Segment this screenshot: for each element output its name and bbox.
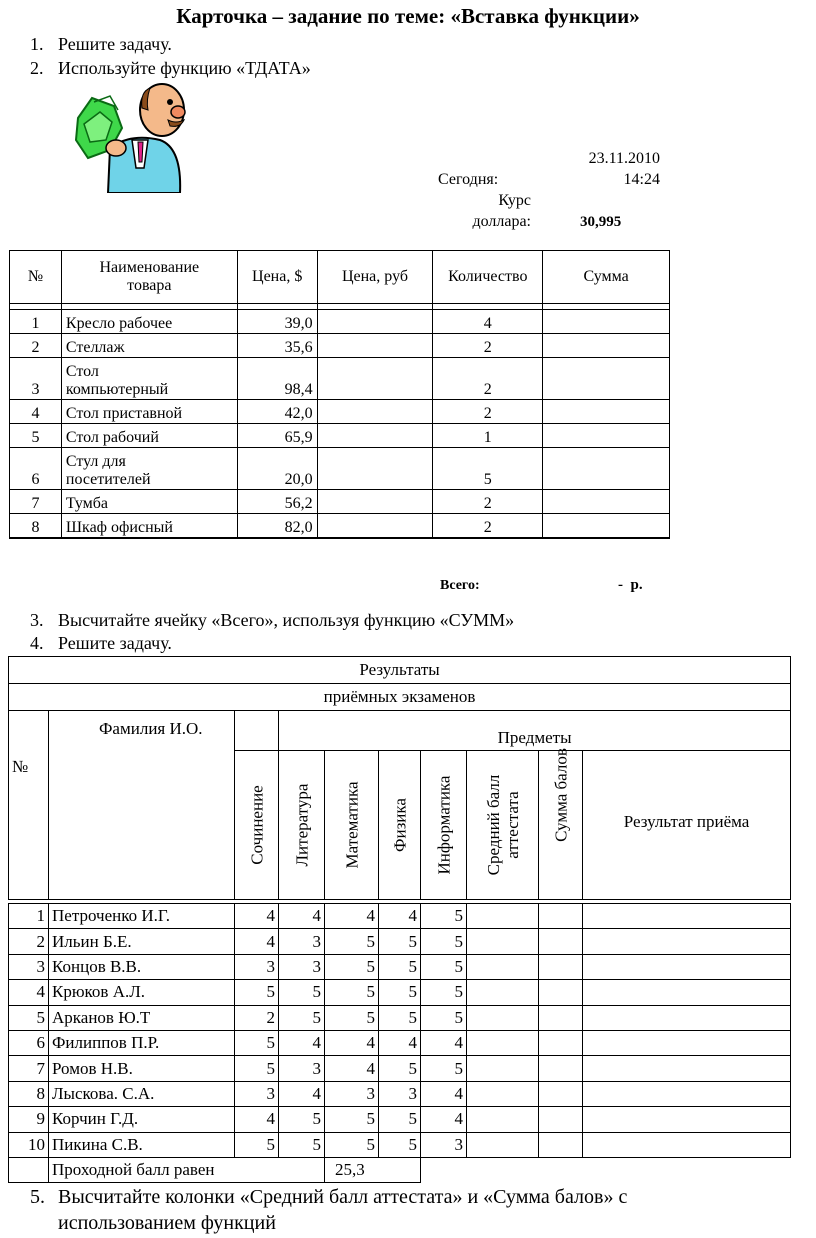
item-name: Стол рабочий (61, 424, 237, 448)
step-text: Решите задачу. (58, 633, 172, 653)
item-price: 20,0 (237, 448, 317, 490)
score-cell: 4 (421, 1081, 467, 1106)
step-text-line: Высчитайте колонки «Средний балл аттестата» и «Сумма балов» с (58, 1186, 628, 1208)
score-cell: 4 (325, 904, 379, 929)
table-row (9, 904, 791, 929)
step-text: Высчитайте ячейку «Всего», используя функцию «СУММ» (58, 610, 515, 630)
student-name: Крюков А.Л. (49, 980, 235, 1005)
item-price-rub (317, 358, 433, 400)
result-cell (583, 1132, 791, 1157)
score-cell: 5 (379, 1005, 421, 1030)
subject-header (421, 751, 467, 900)
col-num-header (9, 711, 49, 900)
score-cell: 5 (421, 1005, 467, 1030)
step-2 (30, 58, 530, 80)
item-qty: 2 (433, 400, 543, 424)
results-title-row (9, 657, 791, 684)
table-row (10, 400, 670, 424)
item-sum (543, 358, 670, 400)
table-row (9, 929, 791, 954)
avg-cell (467, 1030, 539, 1055)
student-name: Пикина С.В. (49, 1132, 235, 1157)
score-cell: 5 (325, 1005, 379, 1030)
row-number: 9 (9, 1107, 49, 1132)
avg-cell (467, 904, 539, 929)
score-cell: 4 (279, 1081, 325, 1106)
table-row (10, 334, 670, 358)
item-name: Стеллаж (61, 334, 237, 358)
score-cell: 5 (235, 1132, 279, 1157)
score-cell: 5 (379, 929, 421, 954)
header-cell: Цена, $ (237, 251, 317, 304)
sum-cell (539, 1107, 583, 1132)
item-sum (543, 400, 670, 424)
sum-label: Сумма балов (551, 748, 570, 843)
score-cell: 5 (279, 980, 325, 1005)
avg-cell (467, 1081, 539, 1106)
rate-value: 30,995 (580, 214, 622, 230)
item-sum (543, 490, 670, 514)
results-body-table (8, 903, 791, 1183)
table-row (9, 1132, 791, 1157)
student-name: Ромов Н.В. (49, 1056, 235, 1081)
pass-score-value: 25,3 (325, 1157, 421, 1182)
subject-header (235, 751, 279, 900)
score-cell: 4 (325, 1030, 379, 1055)
subject-label: Литература (292, 783, 311, 867)
row-number: 7 (9, 1056, 49, 1081)
sum-cell (539, 1081, 583, 1106)
subject-header (379, 751, 421, 900)
today-label: Сегодня: (438, 171, 499, 188)
col-num-label: № (12, 757, 29, 776)
score-cell: 5 (325, 954, 379, 979)
avg-cell (467, 1132, 539, 1157)
score-cell: 5 (235, 1030, 279, 1055)
subject-label: Информатика (434, 775, 453, 875)
item-name-line: компьютерный (65, 381, 169, 398)
score-cell: 3 (279, 929, 325, 954)
score-cell: 3 (235, 954, 279, 979)
row-number: 1 (10, 310, 62, 334)
result-cell (583, 1107, 791, 1132)
avg-label-line: Средний балл (483, 774, 503, 876)
score-cell: 5 (421, 1056, 467, 1081)
avg-label-line: аттестата (502, 791, 522, 859)
score-cell: 5 (421, 904, 467, 929)
results-subtitle: приёмных экзаменов (9, 684, 791, 711)
table-row (10, 514, 670, 538)
goods-table (9, 250, 670, 539)
item-sum (543, 448, 670, 490)
header-cell: Цена, руб (317, 251, 433, 304)
item-name-line: Стол (65, 363, 99, 380)
table-row (9, 1107, 791, 1132)
item-price-rub (317, 400, 433, 424)
item-qty: 2 (433, 490, 543, 514)
table-row (10, 424, 670, 448)
table-row (10, 310, 670, 334)
score-cell: 4 (421, 1107, 467, 1132)
total-label: Всего: (440, 578, 480, 593)
score-cell: 5 (235, 1056, 279, 1081)
row-number: 10 (9, 1132, 49, 1157)
item-price: 56,2 (237, 490, 317, 514)
score-cell: 5 (379, 1132, 421, 1157)
header-cell: Наименование товара (61, 251, 237, 304)
student-name: Петроченко И.Г. (49, 904, 235, 929)
score-cell: 4 (235, 904, 279, 929)
pass-score-label: Проходной балл равен (49, 1157, 325, 1182)
row-number: 8 (9, 1081, 49, 1106)
item-price-rub (317, 424, 433, 448)
score-cell: 5 (421, 929, 467, 954)
row-number: 3 (10, 358, 62, 400)
item-sum (543, 334, 670, 358)
subjects-header: Предметы (279, 711, 791, 751)
score-cell: 5 (379, 1107, 421, 1132)
step-number: 5. (30, 1186, 45, 1208)
table-row (9, 980, 791, 1005)
score-cell: 5 (325, 980, 379, 1005)
item-name: Тумба (61, 490, 237, 514)
item-price: 65,9 (237, 424, 317, 448)
item-qty: 2 (433, 514, 543, 538)
score-cell: 5 (421, 980, 467, 1005)
score-cell: 4 (421, 1030, 467, 1055)
item-sum (543, 514, 670, 538)
sum-cell (539, 954, 583, 979)
header-cell: № (10, 251, 62, 304)
subject-header (279, 751, 325, 900)
header-cell: Сумма (543, 251, 670, 304)
result-header: Результат приёма (583, 751, 791, 900)
score-cell: 3 (379, 1081, 421, 1106)
sum-cell (539, 980, 583, 1005)
score-cell: 4 (325, 1056, 379, 1081)
item-price: 35,6 (237, 334, 317, 358)
item-qty: 5 (433, 448, 543, 490)
student-name: Филиппов П.Р. (49, 1030, 235, 1055)
item-price: 39,0 (237, 310, 317, 334)
item-price-rub (317, 310, 433, 334)
item-qty: 2 (433, 358, 543, 400)
sum-cell (539, 1132, 583, 1157)
empty-cell (235, 711, 279, 751)
item-price-rub (317, 490, 433, 514)
row-number: 5 (9, 1005, 49, 1030)
step-number: 2. (30, 58, 44, 78)
item-name (61, 448, 237, 490)
table-row (9, 1030, 791, 1055)
results-title: Результаты (9, 657, 791, 684)
row-number: 8 (10, 514, 62, 538)
row-number: 4 (10, 400, 62, 424)
empty-cell (9, 1157, 49, 1182)
score-cell: 3 (325, 1081, 379, 1106)
header-cell: Количество (433, 251, 543, 304)
step-text-line: использованием функций (58, 1212, 276, 1234)
item-qty: 4 (433, 310, 543, 334)
item-name-line: Стул для (65, 453, 126, 470)
results-subtitle-row (9, 684, 791, 711)
step-3 (30, 610, 730, 632)
row-number: 4 (9, 980, 49, 1005)
avg-cell (467, 954, 539, 979)
item-qty: 2 (433, 334, 543, 358)
item-name: Шкаф офисный (61, 514, 237, 538)
result-cell (583, 954, 791, 979)
step-number: 4. (30, 633, 44, 653)
score-cell: 4 (379, 1030, 421, 1055)
avg-cell (467, 929, 539, 954)
score-cell: 5 (325, 1107, 379, 1132)
result-cell (583, 1081, 791, 1106)
step-text: Решите задачу. (58, 34, 172, 54)
score-cell: 3 (279, 954, 325, 979)
score-cell: 5 (325, 1132, 379, 1157)
table-row (9, 1005, 791, 1030)
rate-label-1: Курс (498, 192, 531, 209)
avg-cell (467, 980, 539, 1005)
item-price-rub (317, 334, 433, 358)
score-cell: 4 (279, 904, 325, 929)
table-row (9, 954, 791, 979)
date-value: 23.11.2010 (588, 150, 660, 167)
score-cell: 3 (421, 1132, 467, 1157)
item-price: 98,4 (237, 358, 317, 400)
student-name: Ильин Б.Е. (49, 929, 235, 954)
step-number: 1. (30, 34, 44, 54)
score-cell: 3 (279, 1056, 325, 1081)
table-row (9, 1081, 791, 1106)
avg-label (484, 775, 522, 876)
sum-cell (539, 1056, 583, 1081)
avg-cell (467, 1005, 539, 1030)
row-number: 2 (9, 929, 49, 954)
step-number: 3. (30, 610, 44, 630)
score-cell: 4 (279, 1030, 325, 1055)
result-cell (583, 929, 791, 954)
sum-cell (539, 1005, 583, 1030)
student-name: Корчин Г.Д. (49, 1107, 235, 1132)
subject-label: Сочинение (247, 785, 266, 865)
results-header-row (9, 711, 791, 751)
avg-cell (467, 1056, 539, 1081)
goods-header-row (10, 251, 670, 304)
page-title: Карточка – задание по теме: «Вставка функции» (176, 4, 640, 28)
subject-label: Физика (390, 798, 409, 852)
score-cell: 3 (235, 1081, 279, 1106)
item-sum (543, 424, 670, 448)
avg-header (467, 751, 539, 900)
subject-header (325, 751, 379, 900)
table-row (9, 1056, 791, 1081)
time-value: 14:24 (623, 171, 660, 188)
total-value: - р. (618, 577, 643, 593)
sum-cell (539, 1030, 583, 1055)
avg-cell (467, 1107, 539, 1132)
score-cell: 5 (325, 929, 379, 954)
sum-cell (539, 929, 583, 954)
result-cell (583, 980, 791, 1005)
row-number: 6 (9, 1030, 49, 1055)
item-name-line: посетителей (65, 471, 151, 488)
rate-label-2: доллара: (472, 213, 531, 230)
score-cell: 5 (279, 1005, 325, 1030)
score-cell: 5 (279, 1107, 325, 1132)
row-number: 5 (10, 424, 62, 448)
row-number: 7 (10, 490, 62, 514)
item-price: 42,0 (237, 400, 317, 424)
score-cell: 5 (379, 980, 421, 1005)
item-name: Кресло рабочее (61, 310, 237, 334)
step-4 (30, 633, 530, 655)
pass-score-row (9, 1157, 791, 1182)
score-cell: 2 (235, 1005, 279, 1030)
row-number: 3 (9, 954, 49, 979)
result-cell (583, 1030, 791, 1055)
result-cell (583, 1056, 791, 1081)
row-number: 6 (10, 448, 62, 490)
step-text: Используйте функцию «ТДАТА» (58, 58, 311, 78)
step-1 (30, 34, 530, 56)
item-qty: 1 (433, 424, 543, 448)
table-row (10, 448, 670, 490)
score-cell: 5 (235, 980, 279, 1005)
student-name: Лыскова. С.А. (49, 1081, 235, 1106)
sum-header (539, 748, 583, 900)
businessman-with-money-icon (70, 78, 200, 193)
score-cell: 4 (235, 1107, 279, 1132)
row-number: 2 (10, 334, 62, 358)
score-cell: 5 (379, 1056, 421, 1081)
item-price: 82,0 (237, 514, 317, 538)
table-row (10, 490, 670, 514)
table-row (10, 358, 670, 400)
subject-label: Математика (342, 781, 361, 869)
student-name: Арканов Ю.Т (49, 1005, 235, 1030)
col-name-header: Фамилия И.О. (49, 711, 235, 900)
score-cell: 5 (379, 954, 421, 979)
score-cell: 5 (421, 954, 467, 979)
item-price-rub (317, 448, 433, 490)
result-cell (583, 1005, 791, 1030)
score-cell: 4 (379, 904, 421, 929)
item-sum (543, 310, 670, 334)
score-cell: 5 (279, 1132, 325, 1157)
item-name: Стол приставной (61, 400, 237, 424)
result-cell (583, 904, 791, 929)
student-name: Концов В.В. (49, 954, 235, 979)
score-cell: 4 (235, 929, 279, 954)
sum-cell (539, 904, 583, 929)
item-name (61, 358, 237, 400)
item-price-rub (317, 514, 433, 538)
row-number: 1 (9, 904, 49, 929)
results-table (8, 656, 791, 900)
